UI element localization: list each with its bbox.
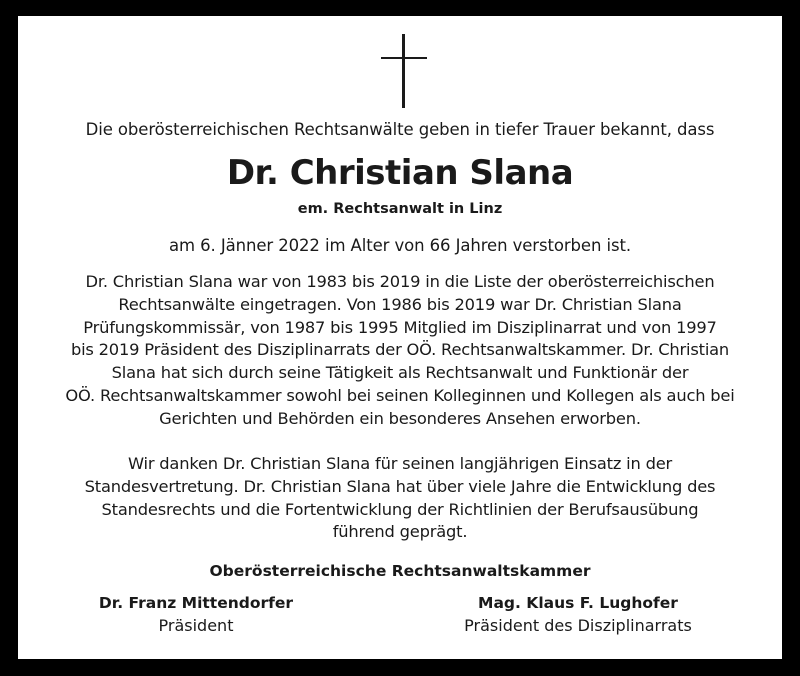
signatory-name: Mag. Klaus F. Lughofer	[478, 594, 678, 612]
paragraph-line: Slana hat sich durch seine Tätigkeit als Rechtsanwalt und Funktionär der	[111, 363, 689, 383]
paragraph-line: Gerichten und Behörden ein besonderes Ansehen erworben.	[159, 408, 641, 428]
career-paragraph	[30, 271, 770, 431]
signatory-name: Dr. Franz Mittendorfer	[98, 594, 294, 612]
paragraph-line: Wir danken Dr. Christian Slana für seinen langjährigen Einsatz in der	[127, 454, 673, 473]
paragraph-line: Prüfungskommissär, von 1987 bis 1995 Mitglied im Disziplinarrat und von 1997	[83, 317, 717, 337]
intro-line: Die oberösterreichischen Rechtsanwälte geben in tiefer Trauer bekannt, dass	[85, 120, 715, 139]
obituary-notice	[18, 16, 782, 659]
cross-vertical-bar	[402, 34, 405, 108]
death-line: am 6. Jänner 2022 im Alter von 66 Jahren verstorben ist.	[169, 236, 631, 255]
organization-name: Oberösterreichische Rechtsanwaltskammer	[209, 562, 591, 580]
paragraph-line: Standesrechts und die Fortentwicklung der Richtlinien der Berufsausübung	[101, 499, 699, 519]
paragraph-line: OÖ. Rechtsanwaltskammer sowohl bei seinen Kolleginnen und Kollegen als auch bei	[65, 385, 735, 405]
paragraph-line: bis 2019 Präsident des Disziplinarrats der OÖ. Rechtsanwaltskammer. Dr. Christian	[70, 340, 730, 360]
paragraph-line: Standesvertretung. Dr. Christian Slana hat über viele Jahre die Entwicklung des	[84, 476, 716, 496]
paragraph-line: führend geprägt.	[332, 522, 468, 542]
paragraph-line: Rechtsanwälte eingetragen. Von 1986 bis 2019 war Dr. Christian Slana	[118, 294, 682, 314]
paragraph-line: Dr. Christian Slana war von 1983 bis 2019 in die Liste der oberösterreichischen	[85, 272, 715, 291]
deceased-title: em. Rechtsanwalt in Linz	[297, 201, 503, 217]
latin-cross-icon	[381, 34, 427, 108]
signatory-right	[418, 592, 738, 638]
signatory-role: Präsident	[158, 616, 234, 635]
signatory-left	[36, 592, 356, 638]
signatory-role: Präsident des Disziplinarrats	[464, 616, 692, 635]
deceased-name: Dr. Christian Slana	[226, 153, 574, 193]
cross-horizontal-bar	[381, 57, 427, 59]
gratitude-paragraph	[30, 453, 770, 544]
